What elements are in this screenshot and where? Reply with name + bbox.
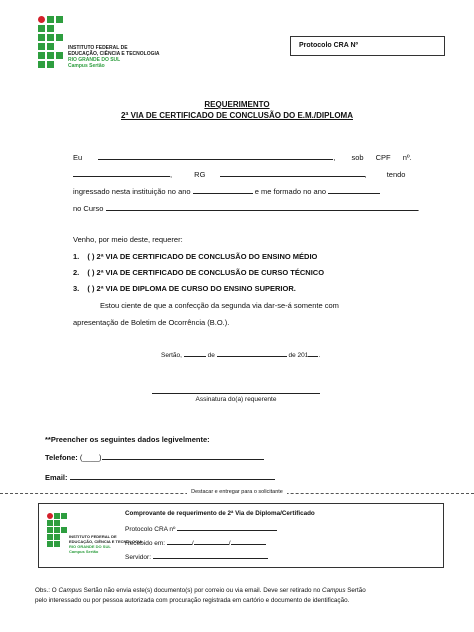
date-city: Sertão,: [161, 352, 182, 359]
name-field[interactable]: [98, 152, 333, 160]
label-tendo: tendo: [386, 170, 406, 179]
stub-logo-line-2: EDUCAÇÃO, CIÊNCIA E TECNOLOGIA: [69, 539, 143, 544]
note-campus-1: Campus: [58, 587, 82, 594]
form-line-cpf-rg: , RG , tendo: [73, 169, 405, 179]
stub-title: Comprovante de requerimento de 2ª Via de Diploma/Certificado: [125, 510, 315, 517]
date-end: .: [318, 352, 321, 359]
statement-line-2: apresentação de Boletim de Ocorrência (B.O.).: [73, 318, 230, 327]
logo-line-2: EDUCAÇÃO, CIÊNCIA E TECNOLOGIA: [68, 51, 160, 57]
email-label: Email:: [45, 473, 68, 482]
label-ingressado: ingressado nesta instituição no ano: [73, 187, 191, 196]
logo-line-4: Campus Sertão: [68, 63, 105, 69]
stub-logo-line-1: INSTITUTO FEDERAL DE: [69, 534, 117, 539]
option-text: ( ) 2ª VIA DE DIPLOMA DE CURSO DO ENSINO SUPERIOR.: [87, 284, 296, 293]
rg-field[interactable]: [220, 169, 365, 177]
label-cpf: sob CPF nº.: [351, 153, 412, 162]
logo-text: [68, 45, 159, 69]
stub-logo-line-4: Campus Sertão: [69, 549, 99, 554]
request-intro: Venho, por meio deste, requerer:: [73, 235, 183, 244]
logo-line-1: INSTITUTO FEDERAL DE: [68, 45, 128, 51]
footer-note-line-1: [35, 586, 455, 596]
stub-server-label: Servidor:: [125, 554, 152, 561]
phone-line: [45, 452, 264, 462]
note-part-2: Sertão não envia este(s) documento(s) por correio ou via email. Deve ser retirado no: [81, 587, 323, 594]
date-de-1: de: [207, 352, 215, 359]
option-number: 2.: [73, 268, 80, 277]
stub-server-line: [125, 552, 268, 561]
institution-logo: [38, 16, 168, 76]
logo-red-dot: [38, 16, 45, 23]
footer-note: [35, 586, 455, 606]
stub-received-label: Recebido em:: [125, 540, 166, 547]
cut-label: [0, 489, 474, 495]
form-line-name: Eu , sob CPF nº.: [73, 153, 412, 162]
stub-protocol-label: Protocolo CRA nº: [125, 526, 176, 533]
protocol-box: [290, 36, 445, 56]
signature-label: Assinatura do(a) requerente: [195, 396, 277, 403]
form-line-years: [73, 186, 380, 196]
stub-received-month[interactable]: [194, 538, 229, 545]
option-text: ( ) 2ª VIA DE CERTIFICADO DE CONCLUSÃO DE CURSO TÉCNICO: [87, 268, 325, 277]
course-field[interactable]: [106, 203, 418, 211]
label-curso: no Curso: [73, 204, 104, 213]
cut-label-text: Destacar e entregar para o solicitante: [187, 489, 287, 495]
option-number: 1.: [73, 252, 80, 261]
stub-received-day[interactable]: [167, 538, 192, 545]
statement-line-1: Estou ciente de que a confecção da segunda via dar-se-á somente com: [100, 301, 339, 310]
label-rg: RG: [194, 170, 206, 179]
footer-note-line-2: pelo interessado ou por pessoa autorizada com procuração registrada em cartório e documento de identificação.: [35, 597, 350, 604]
note-part-3: Sertão: [345, 587, 366, 594]
phone-field[interactable]: [102, 452, 264, 460]
option-curso-tecnico[interactable]: [73, 268, 324, 277]
label-eu: Eu: [73, 153, 83, 162]
date-de-2: de 201: [288, 352, 309, 359]
email-line: [45, 472, 275, 482]
day-field[interactable]: [184, 350, 206, 357]
cpf-field[interactable]: [73, 169, 170, 177]
option-ensino-superior[interactable]: [73, 284, 296, 293]
phone-area-code[interactable]: (____): [79, 453, 102, 462]
entry-year-field[interactable]: [193, 186, 253, 194]
document-title: REQUERIMENTO: [204, 100, 270, 109]
stub-received-year[interactable]: [231, 538, 266, 545]
option-number: 3.: [73, 284, 80, 293]
date-line: [161, 350, 320, 359]
document-subtitle: 2ª VIA DE CERTIFICADO DE CONCLUSÃO DO E.M./DIPLOMA: [120, 111, 353, 120]
contact-heading: **Preencher os seguintes dados legivelmente:: [45, 435, 210, 444]
email-field[interactable]: [70, 472, 275, 480]
stub-server-field[interactable]: [153, 552, 268, 559]
signature-line[interactable]: [152, 393, 320, 394]
phone-label: Telefone:: [45, 453, 78, 462]
option-text: ( ) 2ª VIA DE CERTIFICADO DE CONCLUSÃO DO ENSINO MÉDIO: [87, 252, 318, 261]
month-field[interactable]: [217, 350, 287, 357]
stub-protocol-line: [125, 524, 277, 533]
protocol-label: Protocolo CRA Nº: [299, 42, 359, 49]
label-formado: e me formado no ano: [254, 187, 327, 196]
stub-protocol-field[interactable]: [177, 524, 277, 531]
option-ensino-medio[interactable]: [73, 252, 317, 261]
note-part-1: Obs.: O: [35, 587, 59, 594]
note-campus-2: Campus: [322, 587, 346, 594]
graduation-year-field[interactable]: [328, 186, 380, 194]
form-line-course: no Curso .: [73, 204, 420, 213]
logo-line-3: RIO GRANDE DO SUL: [68, 57, 121, 63]
receipt-stub: [38, 503, 444, 568]
stub-received-line: Recebido em: / /: [125, 538, 266, 547]
year-field[interactable]: [308, 350, 321, 359]
stub-logo-line-3: RIO GRANDE DO SUL: [69, 544, 111, 549]
